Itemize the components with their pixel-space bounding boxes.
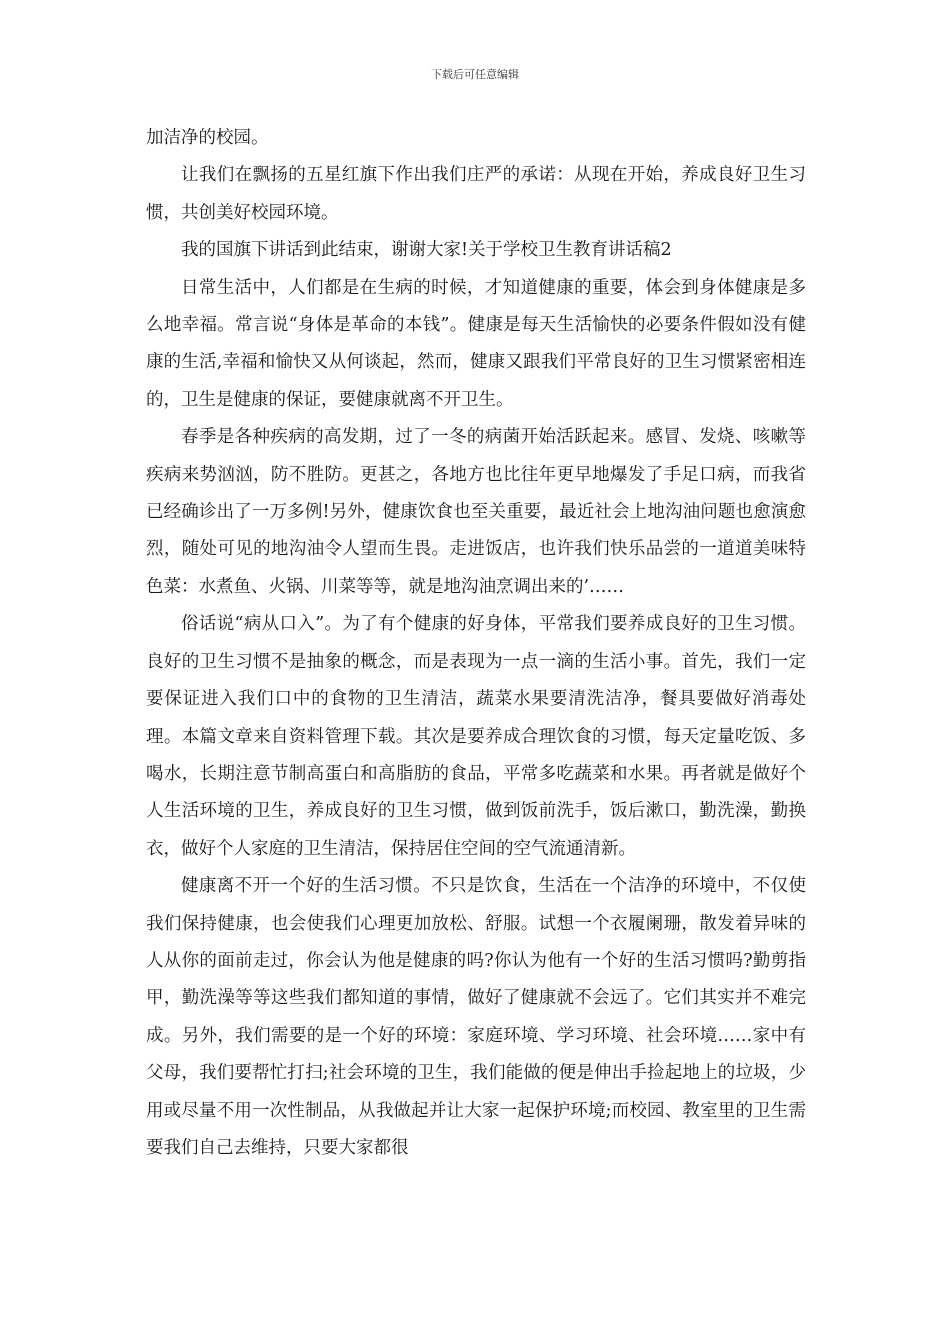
paragraph-promise: 让我们在飘扬的五星红旗下作出我们庄严的承诺：从现在开始，养成良好卫生习惯，共创美好校园环境。 xyxy=(146,165,806,223)
page-header-note: 下载后可任意编辑 xyxy=(431,68,519,81)
paragraph-hygiene-habits: 俗话说“病从口入”。为了有个健康的好身体，平常我们要养成良好的卫生习惯。良好的卫生习惯不是抽象的概念，而是表现为一点一滴的生活小事。首先，我们一定要保证进入我们口中的食物的卫生清洁，蔬菜水果要清洗洁净，餐具要做好消毒处理。本篇文章来自资料管理下载。其次是要养成合理饮食的习惯，每天定量吃饭、多喝水，长期注意节制高蛋白和高脂肪的食品，平常多吃蔬菜和水果。再者就是做好个人生活环境的卫生，养成良好的卫生习惯，做到饭前洗手，饭后漱口，勤洗澡，勤换衣，做好个人家庭的卫生清洁，保持居住空间的空气流通清新。 xyxy=(146,614,806,859)
paragraph-living-habits: 健康离不开一个好的生活习惯。不只是饮食，生活在一个洁净的环境中，不仅使我们保持健康，也会使我们心理更加放松、舒服。试想一个衣履阑珊，散发着异味的人从你的面前走过，你会认为他是健康的吗?你认为他有一个好的生活习惯吗?勤剪指甲，勤洗澡等等这些我们都知道的事情，做好了健康就不会远了。它们其实并不难完成。另外，我们需要的是一个好的环境：家庭环境、学习环境、社会环境……家中有父母，我们要帮忙打扫;社会环境的卫生，我们能做的便是伸出手捡起地上的垃圾，少用或尽量不用一次性制品，从我做起并让大家一起保护环境;而校园、教室里的卫生需要我们自己去维持，只要大家都很 xyxy=(146,876,806,1158)
paragraph-spring-disease: 春季是各种疾病的高发期，过了一冬的病菌开始活跃起来。感冒、发烧、咳嗽等疾病来势汹汹，防不胜防。更甚之，各地方也比往年更早地爆发了手足口病，而我省已经确诊出了一万多例!另外，健康饮食也至关重要，最近社会上地沟油问题也愈演愈烈，随处可见的地沟油令人望而生畏。走进饭店，也许我们快乐品尝的一道道美味特色菜：水煮鱼、火锅、川菜等等，就是地沟油烹调出来的’…… xyxy=(146,427,806,597)
document-body xyxy=(146,120,806,1167)
paragraph-continuation: 加洁净的校园。 xyxy=(146,128,269,148)
paragraph-closing-title: 我的国旗下讲话到此结束，谢谢大家!关于学校卫生教育讲话稿2 xyxy=(181,240,672,261)
paragraph-health-intro: 日常生活中，人们都是在生病的时候，才知道健康的重要，体会到身体健康是多么地幸福。常言说“身体是革命的本钱”。健康是每天生活愉快的必要条件假如没有健康的生活,幸福和愉快又从何谈起，然而，健康又跟我们平常良好的卫生习惯紧密相连的，卫生是健康的保证，要健康就离不开卫生。 xyxy=(146,277,806,410)
